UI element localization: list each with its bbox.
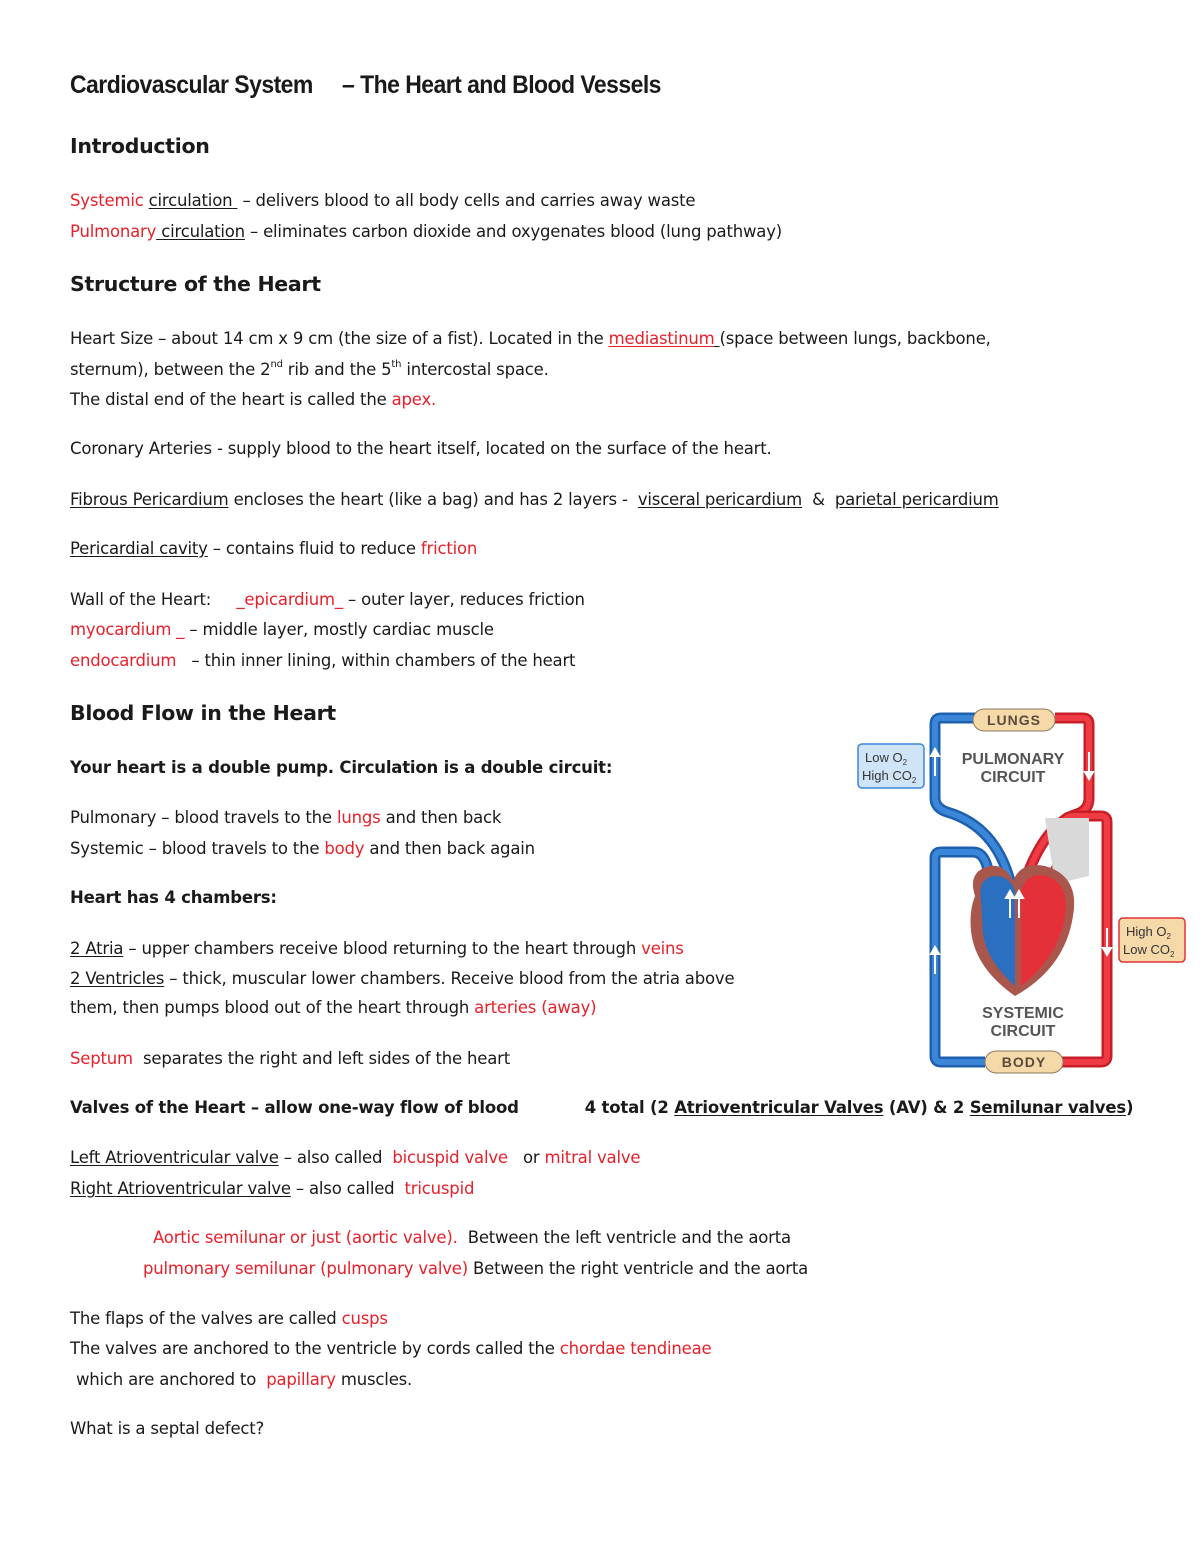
apex-line: The distal end of the heart is called the apex. [70,390,437,409]
svg-text:High CO2: High $CO_2$ [862,768,917,785]
papillary-line: which are anchored to papillary muscles. [76,1370,413,1389]
cusps-line: The flaps of the valves are called cusps [70,1309,388,1328]
pulmonary-line: Pulmonary circulation – eliminates carbon dioxide and oxygenates blood (lung pathway) [70,222,783,241]
chordae-line: The valves are anchored to the ventricle by cords called the chordae tendineae [70,1339,712,1358]
septum-line: Septum separates the right and left sides of the heart [70,1049,510,1068]
ventricles-line-2: them, then pumps blood out of the heart through arteries (away) [70,998,597,1017]
atria-line: 2 Atria – upper chambers receive blood returning to the heart through veins [70,939,684,958]
chambers-line: Heart has 4 chambers: [70,888,277,907]
svg-text:Low O2: Low $O_2$ [865,750,908,767]
systemic-line: Systemic circulation – delivers blood to all body cells and carries away waste [70,191,696,210]
page-title: Cardiovascular System – The Heart and Blood Vessels [70,71,661,99]
right-av-line: Right Atrioventricular valve – also called tricuspid [70,1179,475,1198]
heart-size-line: Heart Size – about 14 cm x 9 cm (the size of a fist). Located in the mediastinum (space between lungs, backbone, [70,329,991,348]
heart-location-line: sternum), between the 2nd rib and the 5th intercostal space. [70,359,549,379]
left-av-line: Left Atrioventricular valve – also called bicuspid valve or mitral valve [70,1148,641,1167]
svg-text:Low CO2: Low $CO_2$ [1123,942,1175,959]
pericardium-line: Fibrous Pericardium encloses the heart (like a bag) and has 2 layers - visceral pericardium & parietal pericardium [70,490,999,509]
pulmonary-flow-line: Pulmonary – blood travels to the lungs and then back [70,808,502,827]
systemic-circuit-label-2: CIRCUIT [990,1023,1056,1040]
flow-heading: Blood Flow in the Heart [70,701,336,725]
septal-defect-question: What is a septal defect? [70,1419,265,1438]
lungs-label: LUNGS [987,712,1041,728]
structure-heading: Structure of the Heart [70,272,321,296]
intro-heading: Introduction [70,134,210,158]
aortic-valve-line: Aortic semilunar or just (aortic valve). Between the left ventricle and the aorta [153,1228,791,1247]
pulmonary-valve-line: pulmonary semilunar (pulmonary valve) Between the right ventricle and the aorta [143,1259,809,1278]
body-label: BODY [1001,1054,1047,1070]
circulation-diagram [855,706,1190,1078]
cavity-line: Pericardial cavity – contains fluid to reduce friction [70,539,478,558]
wall-line: Wall of the Heart: _epicardium_ – outer layer, reduces friction [70,590,585,609]
double-pump-line: Your heart is a double pump. Circulation is a double circuit: [70,758,613,777]
pulmonary-circuit-label-2: CIRCUIT [980,769,1046,786]
myocardium-line: myocardium _ – middle layer, mostly cardiac muscle [70,620,494,639]
valves-line: Valves of the Heart – allow one-way flow of blood 4 total (2 Atrioventricular Valves (AV) & 2 Semilunar valves) [70,1098,1134,1117]
systemic-flow-line: Systemic – blood travels to the body and then back again [70,839,535,858]
svg-text:High O2: High $O_2$ [1126,924,1171,941]
ventricles-line: 2 Ventricles – thick, muscular lower chambers. Receive blood from the atria above [70,969,735,988]
systemic-circuit-label-1: SYSTEMIC [982,1005,1064,1022]
pulmonary-circuit-label-1: PULMONARY [961,751,1065,768]
coronary-line: Coronary Arteries - supply blood to the heart itself, located on the surface of the heart. [70,439,772,458]
endocardium-line: endocardium – thin inner lining, within chambers of the heart [70,651,576,670]
